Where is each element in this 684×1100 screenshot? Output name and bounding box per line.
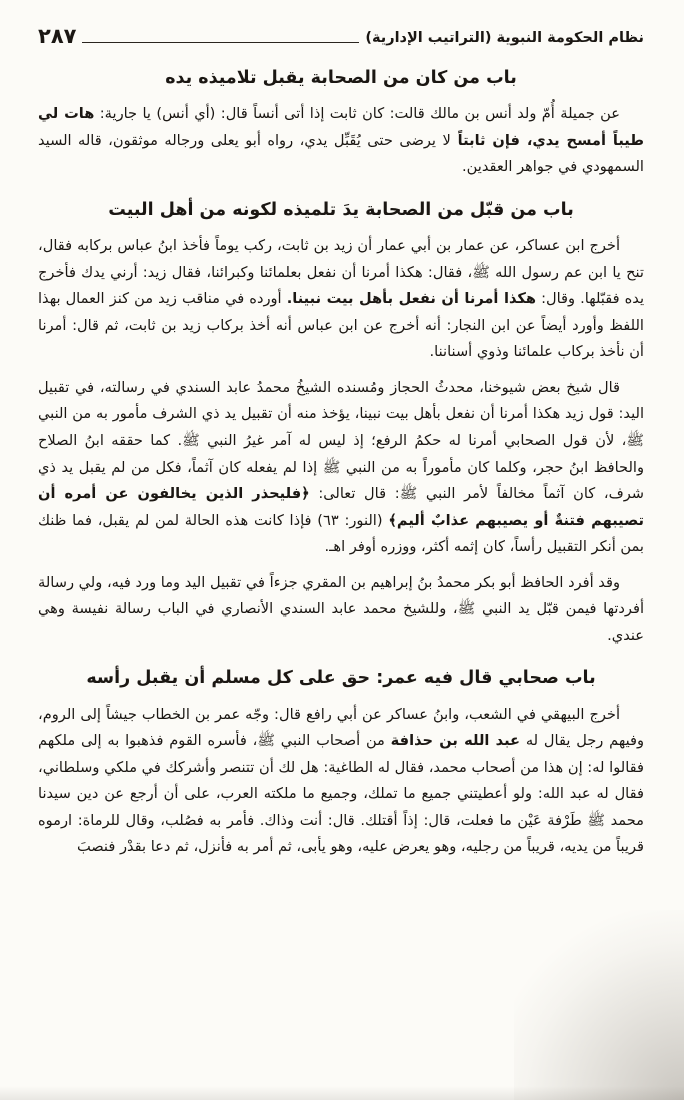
text-run: أخرج ابن عساكر، عن عمار بن أبي عمار أن زيد بن ثابت، ركب يوماً فأخذ ابنُ عباس بركابه فقال، تنح يا ابن عم رسول الله ﷺ، فقال: هكذا أمرنا أن نفعل بعلمائنا وكبرائنا، فقال زيد: أرني يدك فأخرج يده فقبّلها. وقال: [38,237,645,308]
text-run: لا يرضى حتى يُقَبِّل يدي، رواه أبو يعلى ورجاله موثقون، قاله السيد السمهودي في جواهر العقدين. [38,131,644,176]
text-run: (النور: ٦٣) فإذا كانت هذه الحالة لمن لم يقبل، فما ظنك بمن أنكر التقبيل رأساً، كان إثمه أكثر، ووزره أوفر اهـ. [38,511,644,556]
header-rule [82,42,359,43]
page-header [38,26,644,47]
paragraph [38,570,644,650]
text-run-bold: هات لي طيباً أمسح يدي، فإن ثابتاً [38,105,644,149]
section-companions-students-kiss-hand [38,65,644,181]
text-run-bold: عبد الله بن حذافة [390,732,521,750]
text-run: من أصحاب النبي ﷺ، فأسره القوم فذهبوا به إلى ملكهم فقالوا له: إن هذا من أصحاب محمد، فقال له الطاغية: هل لك أن تتنصر وأشركك في ملكي وسلطاني، فقال له عبد الله: ولو أعطيتني جميع ما تملك، وجميع ما ملكته العرب، على أن أرجع عن دين سيدنا محمد ﷺ طَرْفة عَيْن ما فعلت، قال: إذاً أقتلك. قال: أنت وذاك. فأمر به فصُلب، وقال للرماة: ارموه قريباً من يديه، قريباً من رجليه، وهو يعرض عليه، وهو يأبى، ثم أمر به فأنزل، ثم دعا بقدْر فنصبَ [38,732,644,856]
section-companion-kissed-student-ahl-albayt [38,197,644,649]
section-heading: باب صحابي قال فيه عمر: حق على كل مسلم أن يقبل رأسه [86,668,596,689]
text-run: أخرج البيهقي في الشعب، وابنُ عساكر عن أبي رافع قال: وجّه عمر بن الخطاب جيشاً إلى الروم، وفيهم رجل يقال له [38,705,645,750]
page-curl-shadow [514,910,684,1100]
paragraph [38,233,644,366]
page-number: ٢٨٧ [38,24,77,48]
paragraph [38,375,644,561]
text-run-bold quran-verse: ﴿فليحذر الذين يخالفون عن أمره أن تصيبهم فتنةٌ أو يصيبهم عذابٌ أليم﴾ [38,485,644,529]
book-title: نظام الحكومة النبوية (التراتيب الإدارية) [365,29,644,46]
text-run: قال شيخ بعض شيوخنا، محدثُ الحجاز ومُسنده الشيخُ محمدُ عابد السندي في رسالته، في تقبيل اليد: قول زيد هكذا أمرنا أن نفعل بأهل بيت نبينا، يؤخذ منه أن تقبيل يد ذي الشرف مأمور به من النبي ﷺ، لأن قول الصحابي أمرنا له حكمُ الرفع؛ إذ ليس له آمر غيرُ النبي ﷺ. كما حققه ابنُ الصلاح والحافظ ابنُ حجر، وكلما كان مأموراً به من النبي ﷺ إذا لم يفعله كان آثماً، فكل من لم يقبل يد ذي شرف، كان آثماً مخالفاً لأمر النبي ﷺ: قال تعالى: [38,378,644,503]
text-run-bold: هكذا أمرنا أن نفعل بأهل بيت نبينا. [286,290,536,308]
text-run: أورده في مناقب زيد من كنز العمال بهذا اللفظ وأورد أيضاً عن ابن النجار: أنه أخرج عن ابن عباس أنه أخذ بركاب زيد بن ثابت، ثم قال: أمرنا أن نأخذ بركاب علمائنا وذوي أسناننا. [38,290,644,361]
text-run: وقد أفرد الحافظ أبو بكر محمدُ بنُ إبراهيم بن المقري جزءاً في تقبيل اليد وما ورد فيه، ولي رسالة أفردتها فيمن قبّل يد النبي ﷺ، وللشيخ محمد عابد السندي الأنصاري في الباب رسالة نفيسة وهي عندي. [38,573,644,644]
section-heading: باب من كان من الصحابة يقبل تلاميذه يده [165,68,517,88]
paragraph [38,702,644,861]
section-heading: باب من قبّل من الصحابة يدَ تلميذه لكونه من أهل البيت [108,199,574,220]
text-run: عن جميلة أُمّ ولد أنس بن مالك قالت: كان ثابت إذا أتى أنساً قال: (أي أنس) يا جارية: [94,105,621,123]
bottom-edge-shadow [0,1086,684,1100]
paragraph [38,101,644,181]
section-companion-umar-kiss-head [38,665,644,861]
